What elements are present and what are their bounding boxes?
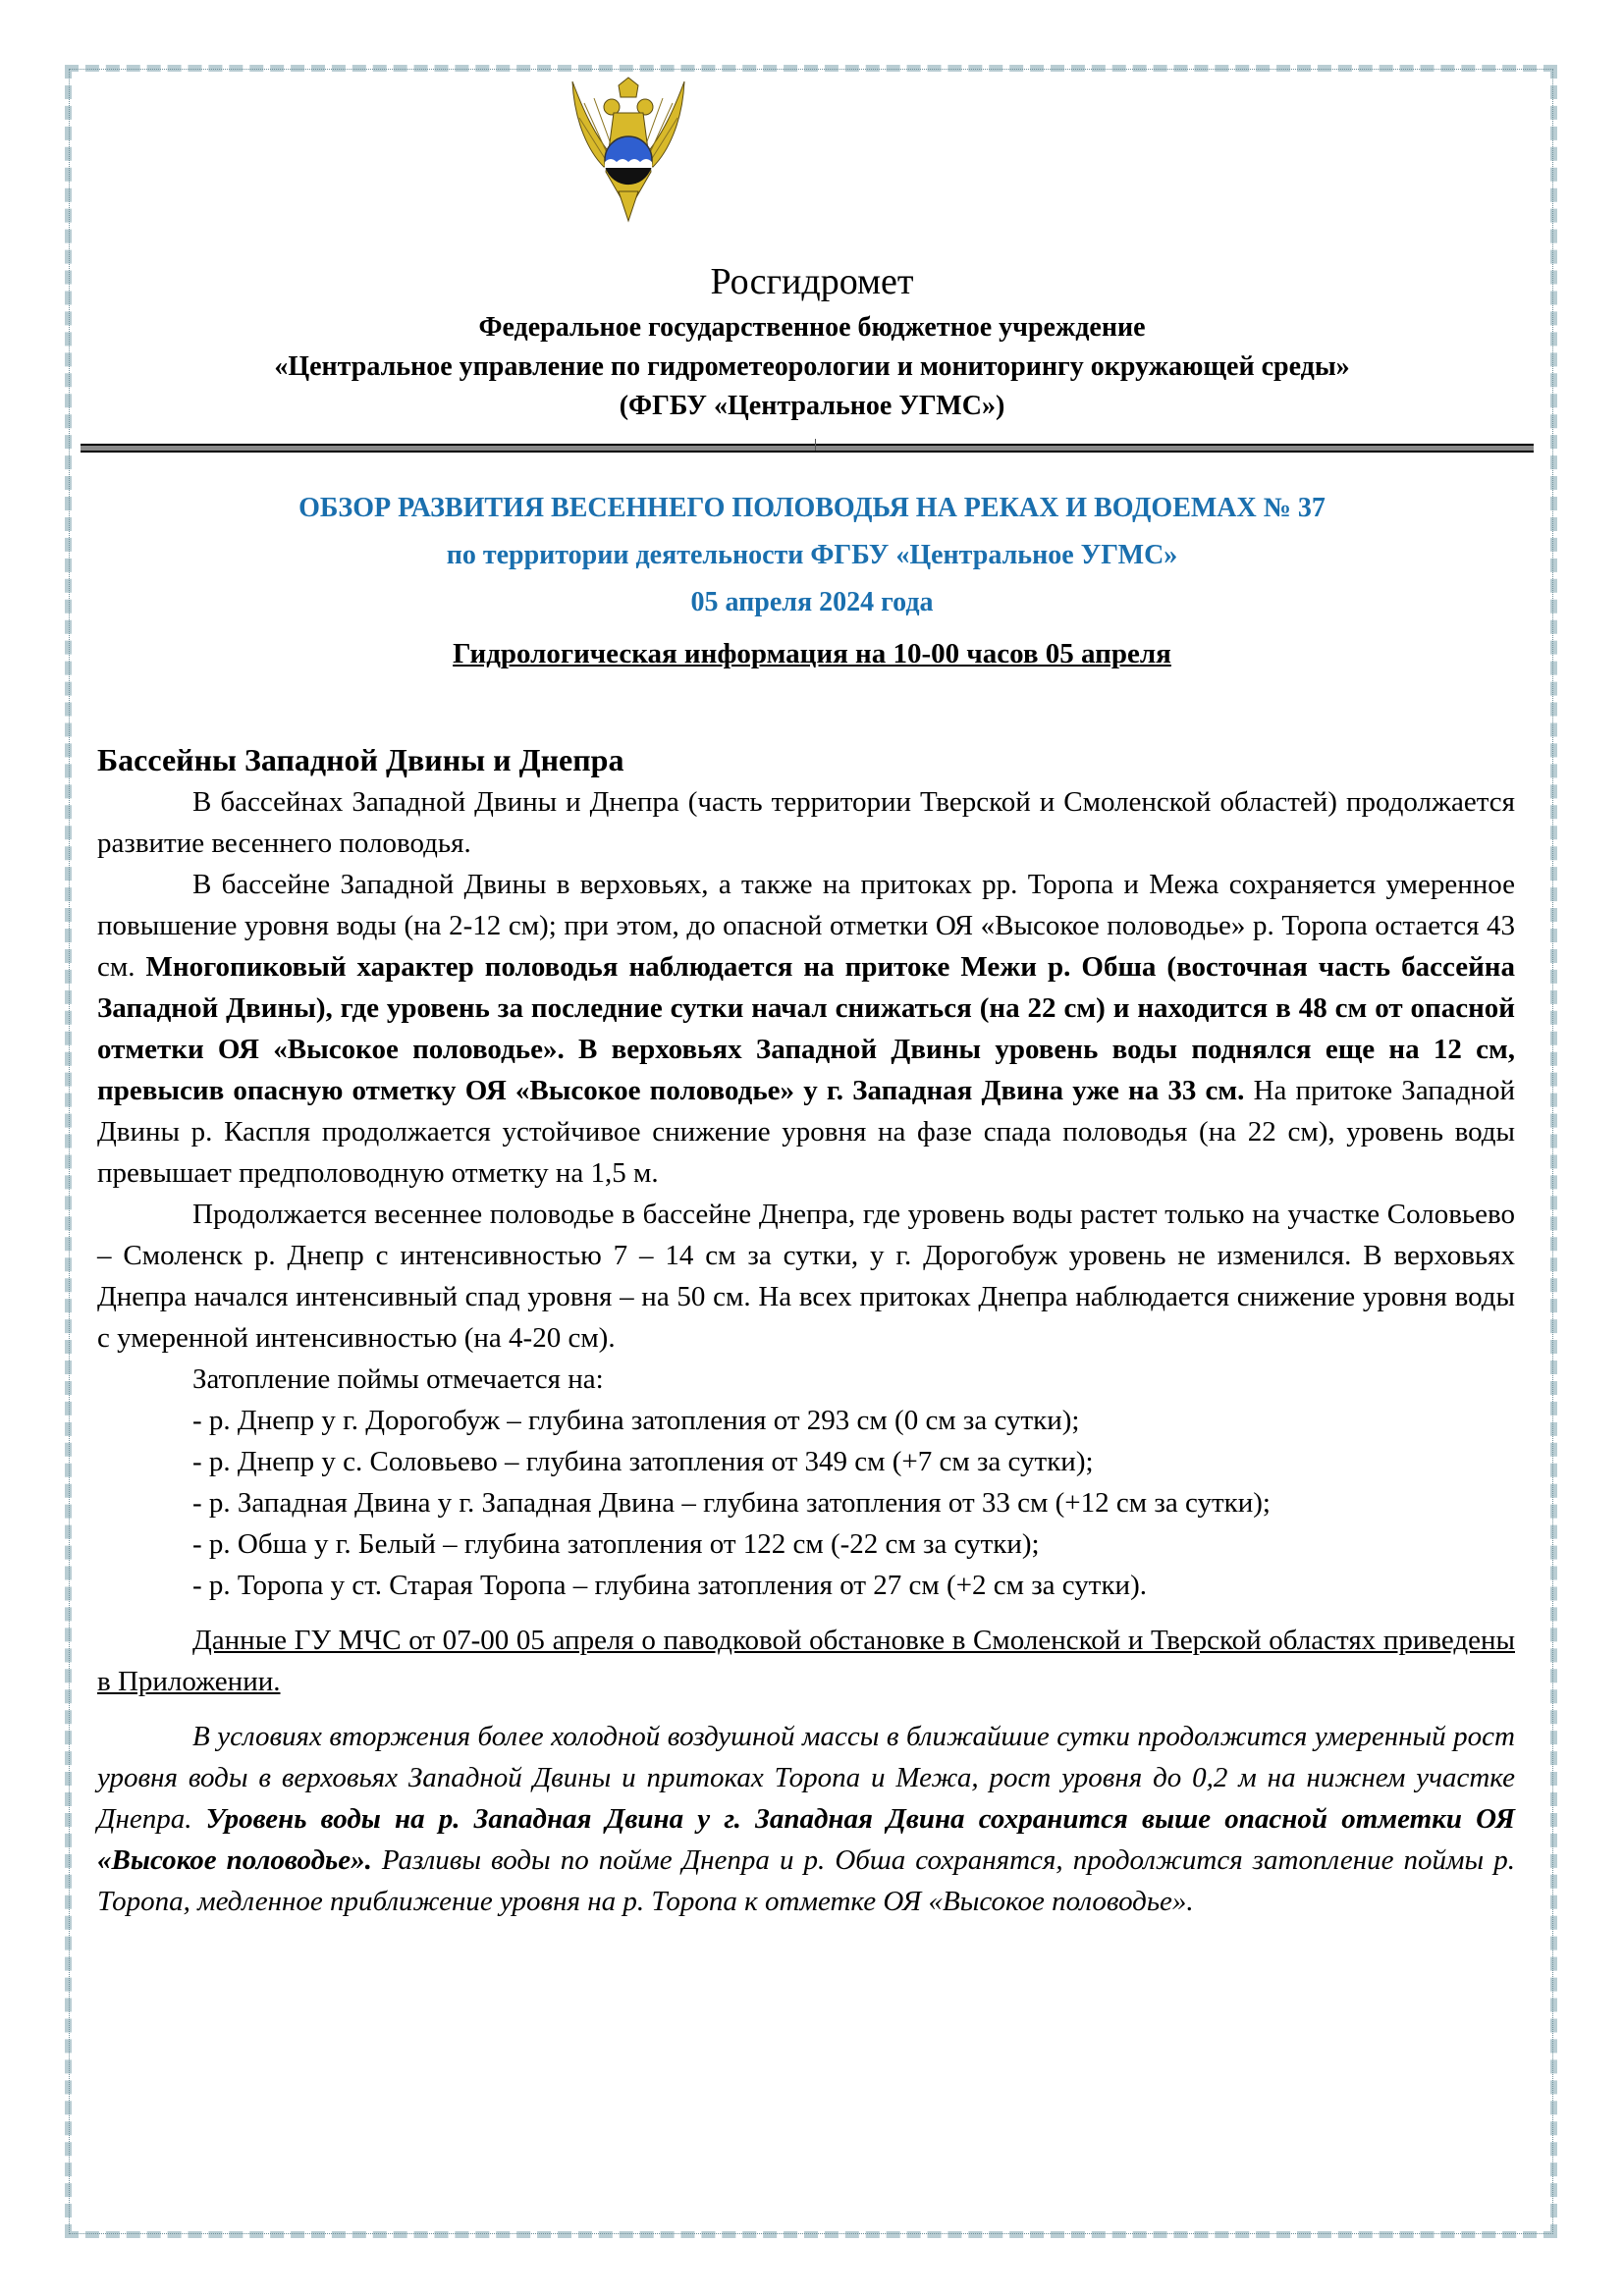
report-date: 05 апреля 2024 года bbox=[690, 587, 934, 617]
org-line-2: «Центральное управление по гидрометеорологии и мониторингу окружающей среды» bbox=[274, 351, 1350, 382]
section-title: Бассейны Западной Двины и Днепра bbox=[97, 742, 624, 777]
flood-list-item: - р. Торопа у ст. Старая Торопа – глубина затопления от 27 см (+2 см за сутки). bbox=[192, 1570, 1147, 1601]
org-line-1: Федеральное государственное бюджетное учреждение bbox=[478, 312, 1146, 343]
double-headed-eagle-emblem-icon bbox=[565, 74, 692, 231]
flood-intro: Затопление поймы отмечается на: bbox=[192, 1363, 604, 1395]
info-heading: Гидрологическая информация на 10-00 часов 05 апреля bbox=[453, 638, 1171, 669]
flood-list-item: - р. Днепр у с. Соловьево – глубина затопления от 349 см (+7 см за сутки); bbox=[192, 1446, 1094, 1477]
organization-block bbox=[79, 308, 1545, 426]
flood-list-item: - р. Западная Двина у г. Западная Двина – глубина затопления от 33 см (+12 см за сутки); bbox=[192, 1487, 1271, 1519]
paragraph-western-dvina-part2: На притоке Западной Двины р. Каспля продолжается устойчивое снижение уровня на фазе спада половодья (на 22 см), уровень воды превышает предполоводную отметку на 1,5 м. bbox=[97, 1075, 1515, 1189]
forecast-bold: Уровень воды на р. Западная Двина у г. Западная Двина сохранится выше опасной отметки ОЯ «Высокое половодье». bbox=[97, 1803, 1515, 1876]
flood-list-item: - р. Обша у г. Белый – глубина затопления от 122 см (-22 см за сутки); bbox=[192, 1528, 1040, 1560]
header-divider-tick bbox=[815, 439, 816, 451]
forecast-part2: Разливы воды по пойме Днепра и р. Обша сохранятся, продолжится затопление поймы р. Торопа, медленное приближение уровня на р. Торопа к отметке ОЯ «Высокое половодье». bbox=[97, 1844, 1515, 1917]
paragraph-western-dvina-part1: В бассейне Западной Двины в верховьях, а также на притоках рр. Торопа и Межа сохраняется умеренное повышение уровня воды (на 2-12 см); при этом, до опасной отметки ОЯ «Высокое половодье» р. Торопа остается 43 см. bbox=[97, 869, 1515, 983]
org-line-3: (ФГБУ «Центральное УГМС») bbox=[619, 391, 1005, 421]
paragraph-intro: В бассейнах Западной Двины и Днепра (часть территории Тверской и Смоленской областей) продолжается развитие весеннего половодья. bbox=[97, 786, 1515, 859]
report-title-line-1: ОБЗОР РАЗВИТИЯ ВЕСЕННЕГО ПОЛОВОДЬЯ НА РЕКАХ И ВОДОЕМАХ № 37 bbox=[298, 493, 1326, 523]
paragraph-western-dvina-bold: Многопиковый характер половодья наблюдается на притоке Межи р. Обша (восточная часть бассейна Западной Двины), где уровень за последние сутки начал снижаться (на 22 см) и находится в 48 см от опасной отметки ОЯ «Высокое половодье». В верховьях Западной Двины уровень воды поднялся еще на 12 см, превысив опасную отметку ОЯ «Высокое половодье» у г. Западная Двина уже на 33 см. bbox=[97, 951, 1515, 1106]
flood-list-item: - р. Днепр у г. Дорогобуж – глубина затопления от 293 см (0 см за сутки); bbox=[192, 1405, 1080, 1436]
forecast-part1: В условиях вторжения более холодной воздушной массы в ближайшие сутки продолжится умеренный рост уровня воды в верховьях Западной Двины и притоках Торопа и Межа, рост уровня до 0,2 м на нижнем участке Днепра. bbox=[97, 1721, 1515, 1835]
report-title bbox=[79, 485, 1545, 626]
forecast-paragraph bbox=[97, 1716, 1515, 1922]
report-body bbox=[97, 738, 1515, 1922]
mchs-appendix-note: Данные ГУ МЧС от 07-00 05 апреля о паводковой обстановке в Смоленской и Тверской областях приведены в Приложении. bbox=[97, 1625, 1515, 1697]
agency-name: Росгидромет bbox=[710, 261, 914, 302]
paragraph-western-dvina bbox=[97, 864, 1515, 1194]
header-divider bbox=[81, 444, 1534, 453]
report-title-line-2: по территории деятельности ФГБУ «Центральное УГМС» bbox=[446, 540, 1178, 570]
paragraph-dnieper: Продолжается весеннее половодье в бассейне Днепра, где уровень воды растет только на участке Соловьево – Смоленск р. Днепр с интенсивностью 7 – 14 см за сутки, у г. Дорогобуж уровень не изменился. В верховьях Днепра начался интенсивный спад уровня – на 50 см. На всех притоках Днепра наблюдается снижение уровня воды с умеренной интенсивностью (на 4-20 см). bbox=[97, 1199, 1515, 1354]
